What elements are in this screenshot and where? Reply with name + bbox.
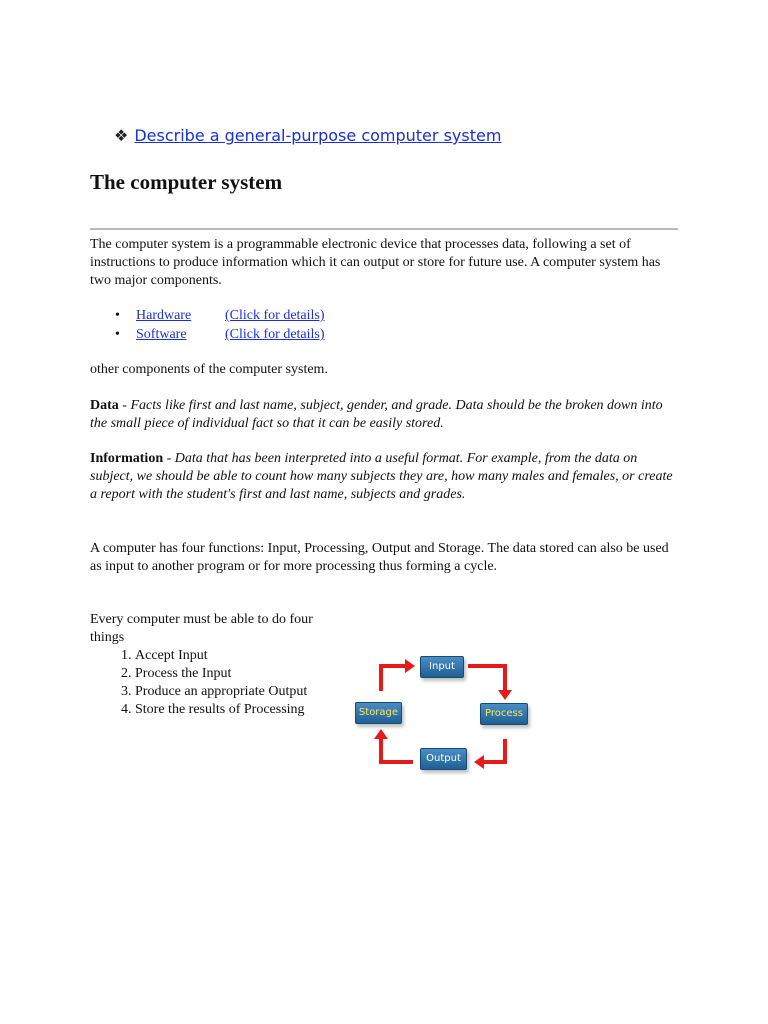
arrowhead	[498, 690, 512, 700]
intro-paragraph: The computer system is a programmable electronic device that processes data, following a set of instructions to produce information which it can output or store for future use. A computer system has two major components.	[90, 237, 661, 288]
information-definition	[90, 450, 680, 504]
four-things-intro: Every computer must be able to do four things	[90, 612, 313, 645]
components-list	[90, 306, 325, 344]
separator: -	[163, 451, 175, 466]
information-definition-text: Data that has been interpreted into a useful format. For example, from the data on subject, we should be able to count how many subjects they are, how many males and females, or create a report with the student's first and last name, subjects and grades.	[90, 451, 673, 502]
arrowhead	[405, 659, 415, 673]
arrow-storage-to-input	[381, 666, 406, 691]
input-box: Input	[420, 656, 464, 678]
functions-paragraph: A computer has four functions: Input, Processing, Output and Storage. The data stored can also be used as input to another program or for more processing thus forming a cycle.	[90, 541, 669, 574]
storage-box: Storage	[355, 702, 402, 724]
list-item: 3. Produce an appropriate Output	[135, 683, 350, 701]
processing-cycle-diagram	[340, 644, 548, 790]
arrowhead	[474, 755, 484, 769]
list-item: 4. Store the results of Processing	[135, 701, 350, 719]
list-item	[90, 306, 325, 325]
information-term: Information	[90, 451, 164, 466]
software-details-link[interactable]: (Click for details)	[225, 327, 325, 342]
data-term: Data	[90, 398, 119, 413]
arrow-output-to-storage	[381, 738, 413, 762]
page-title: The computer system	[90, 170, 283, 194]
arrow-process-to-output	[483, 739, 505, 762]
describe-system-link[interactable]: Describe a general-purpose computer system	[134, 126, 502, 145]
four-things-block	[90, 611, 350, 719]
hardware-link[interactable]: Hardware	[136, 308, 192, 323]
output-box: Output	[420, 748, 467, 770]
separator: -	[118, 398, 131, 413]
list-item: 1. Accept Input	[135, 647, 350, 665]
arrowhead	[374, 729, 388, 739]
data-definition	[90, 397, 680, 433]
section-heading	[114, 126, 501, 145]
list-item: 2. Process the Input	[135, 665, 350, 683]
process-box: Process	[480, 703, 528, 725]
four-things-list	[90, 647, 350, 719]
diamond-bullet-icon: ❖	[114, 126, 129, 145]
list-item	[90, 325, 325, 344]
hardware-details-link[interactable]: (Click for details)	[225, 308, 325, 323]
other-components-text: other components of the computer system.	[90, 362, 328, 377]
arrow-input-to-process	[468, 666, 505, 691]
software-link[interactable]: Software	[136, 327, 187, 342]
horizontal-rule	[90, 228, 678, 230]
data-definition-text: Facts like first and last name, subject, gender, and grade. Data should be the broken down into the small piece of individual fact so that it can be easily stored.	[90, 398, 663, 431]
